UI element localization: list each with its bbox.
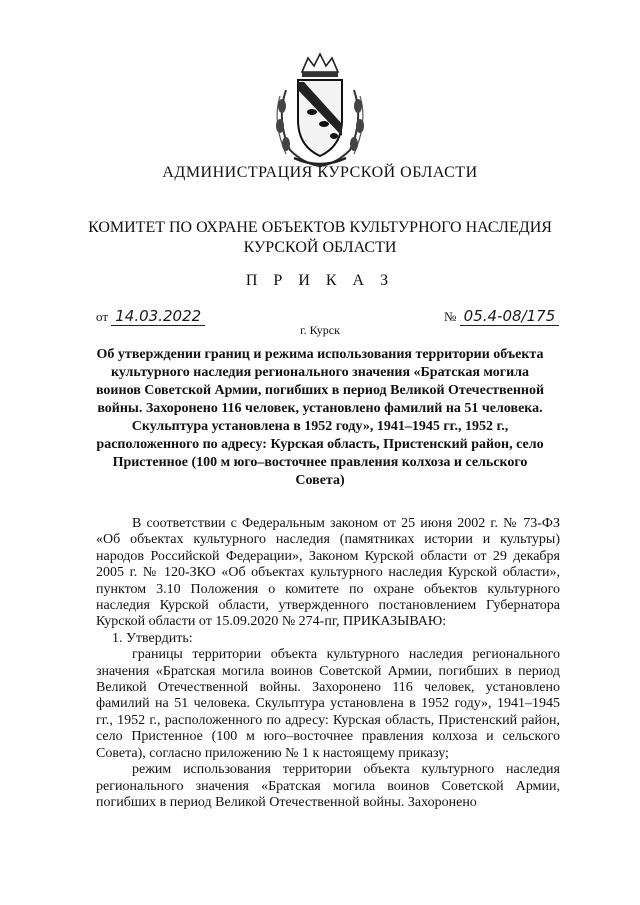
organization-name: АДМИНИСТРАЦИЯ КУРСКОЙ ОБЛАСТИ bbox=[162, 164, 478, 181]
number-handwritten: 05.4-08/175 bbox=[460, 307, 560, 326]
paragraph-regime: режим использования территории объекта культурного наследия регионального значения «Братская могила воинов Советской Армии, погибших в период Великой Отечественной войны. Захоронено bbox=[96, 762, 560, 810]
committee-line-2: КУРСКОЙ ОБЛАСТИ bbox=[243, 239, 397, 256]
paragraph-boundaries: границы территории объекта культурного наследия регионального значения «Братская могила воинов Советской Армии, погибших в период Великой Отечественной войны. Захоронено 116 человек, установлено фамилий на 51 человека. Скульптура установлена в 1952 году», 1941–1945 гг., 1952 г., расположенного по адресу: Курская область, Пристенский район, село Пристенное (100 м юго–восточнее правления колхоза и сельского Совета), согласно приложению № 1 к настоящему приказу; bbox=[96, 647, 560, 761]
committee-line-1: КОМИТЕТ ПО ОХРАНЕ ОБЪЕКТОВ КУЛЬТУРНОГО НАСЛЕДИЯ bbox=[88, 219, 552, 236]
coat-of-arms-icon bbox=[268, 50, 372, 170]
item-1: 1. Утвердить: bbox=[112, 630, 193, 646]
date-prefix: от bbox=[96, 309, 109, 324]
order-body bbox=[96, 516, 560, 811]
city: г. Курск bbox=[300, 323, 340, 337]
document-type: П Р И К А З bbox=[245, 272, 395, 289]
date-handwritten: 14.03.2022 bbox=[111, 307, 205, 326]
committee-name bbox=[0, 218, 640, 258]
number-prefix: № bbox=[444, 309, 457, 324]
paragraph-basis: В соответствии с Федеральным законом от 25 июня 2002 г. № 73-ФЗ «Об объектах культурного наследия (памятниках истории и культуры) народов Российской Федерации», Законом Курской области от 29 декабря 2005 г. № 120-ЗКО «Об объектах культурного наследия Курской области», пунктом 3.10 Положения о комитете по охране объектов культурного наследия Курской области, утвержденного постановлением Губернатора Курской области от 15.09.2020 № 274-пг, ПРИКАЗЫВАЮ: bbox=[96, 516, 560, 630]
order-title: Об утверждении границ и режима использования территории объекта культурного наследия регионального значения «Братская могила воинов Советской Армии, погибших в период Великой Отечественной войны. Захоронено 116 человек, установлено фамилий на 51 человека. Скульптура установлена в 1952 году», 1941–1945 гг., 1952 г., расположенного по адресу: Курская область, Пристенский район, село Пристенное (100 м юго–восточнее правления колхоза и сельского Совета) bbox=[95, 347, 545, 488]
